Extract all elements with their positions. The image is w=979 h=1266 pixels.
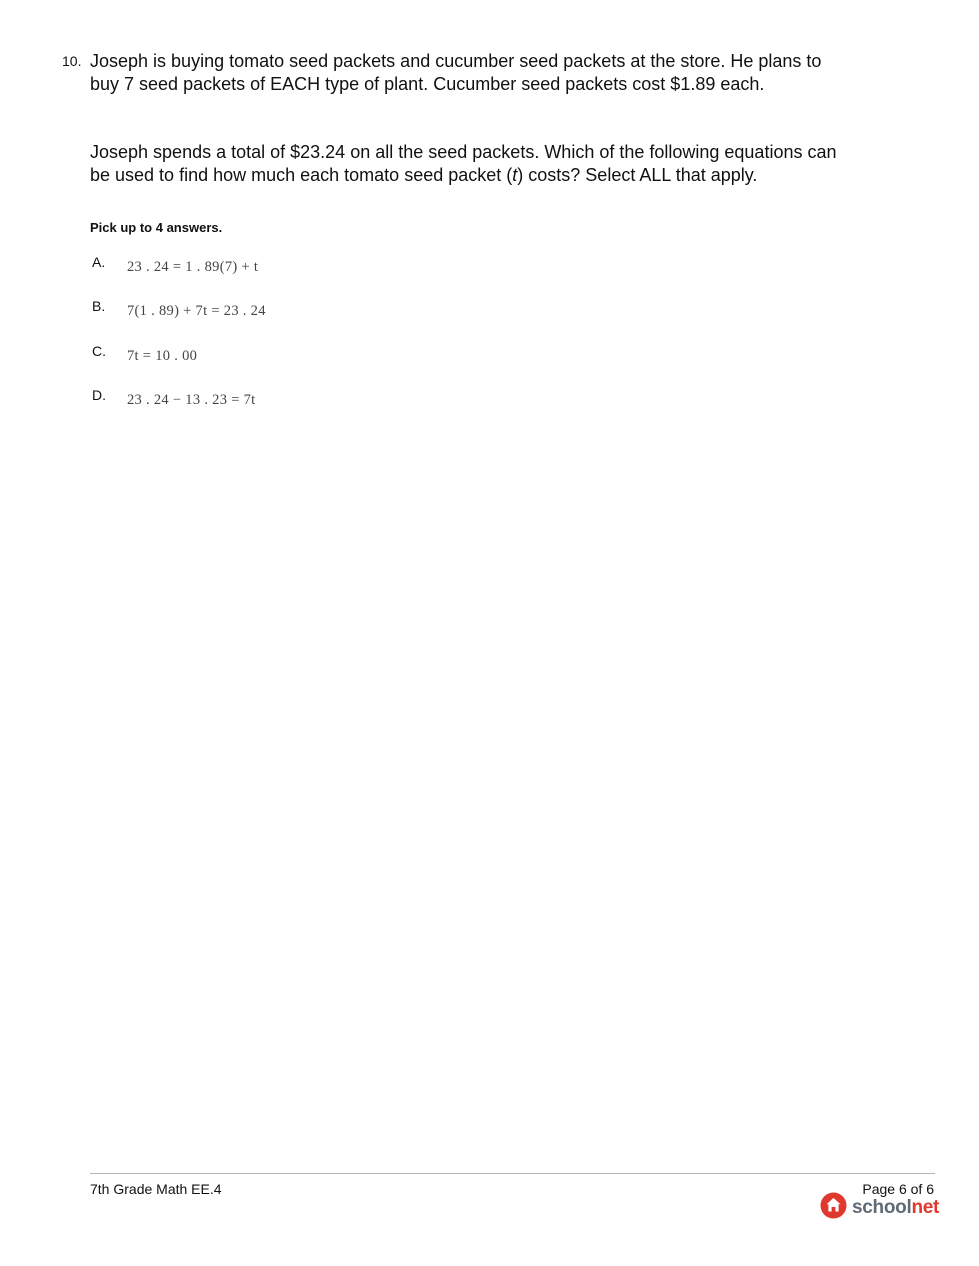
variable-t: t: [512, 165, 518, 185]
option-letter: C.: [92, 343, 106, 359]
question-paragraph-2: [90, 141, 850, 187]
footer-divider: [90, 1173, 935, 1174]
question-paragraph-1: Joseph is buying tomato seed packets and cucumber seed packets at the store. He plans to buy 7 seed packets of EACH type of plant. Cucumber seed packets cost $1.89 each.: [90, 51, 822, 94]
logo-net-text: net: [911, 1197, 940, 1218]
option-equation: 23 . 24 = 1 . 89(7) + t: [127, 259, 259, 275]
footer-page-number: Page 6 of 6: [862, 1181, 934, 1197]
option-equation: 7(1 . 89) + 7t = 23 . 24: [127, 303, 266, 319]
question-text-part-1: Joseph spends a total of $23.24 on all the seed packets. Which of the following equations can be used to find how much each tomato seed packet (: [90, 142, 837, 185]
logo-school-text: school: [852, 1197, 912, 1218]
option-letter: B.: [92, 298, 106, 314]
option-equation: 7t = 10 . 00: [127, 348, 198, 364]
question-text-part-2: ) costs? Select ALL that apply.: [517, 165, 758, 185]
option-equation: 23 . 24 − 13 . 23 = 7t: [127, 392, 256, 408]
question-number: 10.: [62, 53, 82, 69]
answer-instruction: Pick up to 4 answers.: [90, 220, 223, 235]
schoolnet-logo: [820, 1194, 939, 1222]
option-letter: A.: [92, 254, 106, 270]
option-letter: D.: [92, 387, 106, 403]
footer-test-name: 7th Grade Math EE.4: [90, 1181, 222, 1197]
house-icon: [820, 1192, 847, 1224]
logo-wordmark: [852, 1197, 939, 1219]
